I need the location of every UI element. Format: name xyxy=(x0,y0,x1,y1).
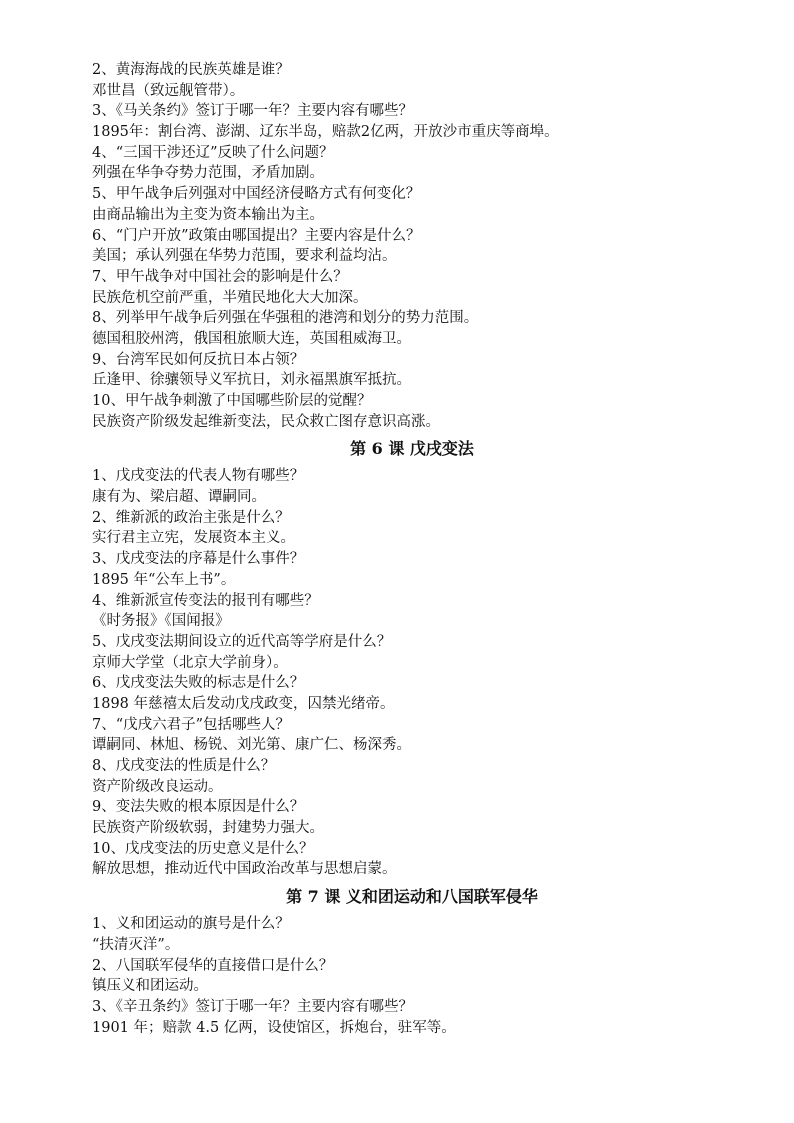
lesson-6-title: 第 6 课 戊戌变法 xyxy=(350,439,474,459)
document-page xyxy=(92,60,732,1038)
answer-line: 京师大学堂（北京大学前身）。 xyxy=(92,654,288,671)
question-line: 3、《马关条约》签订于哪一年？主要内容有哪些？ xyxy=(92,103,413,120)
question-line: 5、甲午战争后列强对中国经济侵略方式有何变化？ xyxy=(92,186,421,203)
answer-line: “扶清灭洋”。 xyxy=(92,936,180,953)
answer-line: 1901 年；赔款 4.5 亿两，设使馆区，拆炮台，驻军等。 xyxy=(92,1019,456,1036)
lesson-7-title: 第 7 课 义和团运动和八国联军侵华 xyxy=(286,887,538,907)
question-line: 10、戊戌变法的历史意义是什么？ xyxy=(92,840,314,857)
answer-line: 丘逢甲、徐骧领导义军抗日，刘永福黑旗军抵抗。 xyxy=(92,372,411,389)
question-line: 2、黄海海战的民族英雄是谁？ xyxy=(92,62,290,78)
lesson-7-section xyxy=(92,914,732,1038)
answer-line: 德国租胶州湾，俄国租旅顺大连，英国租威海卫。 xyxy=(92,330,411,347)
question-line: 4、“三国干涉还辽”反映了什么问题？ xyxy=(92,144,334,161)
question-line: 7、“戊戌六君子”包括哪些人？ xyxy=(92,716,291,733)
question-line: 10、甲午战争刺激了中国哪些阶层的觉醒？ xyxy=(92,393,372,409)
answer-line: 镇压义和团运动。 xyxy=(92,978,208,995)
answer-line: 列强在华争夺势力范围，矛盾加剧。 xyxy=(92,165,324,182)
answer-line: 民族危机空前严重，半殖民地化大大加深。 xyxy=(92,289,368,306)
question-line: 2、八国联军侵华的直接借口是什么？ xyxy=(92,957,334,974)
answer-line: 由商品输出为主变为资本输出为主。 xyxy=(92,206,324,223)
answer-line: 实行君主立宪，发展资本主义。 xyxy=(92,530,295,547)
section5-tail xyxy=(92,60,732,432)
answer-line: 美国；承认列强在华势力范围，要求利益均沾。 xyxy=(92,248,397,265)
answer-line: 1895 年“公车上书”。 xyxy=(92,571,236,588)
answer-line: 解放思想，推动近代中国政治改革与思想启蒙。 xyxy=(92,861,397,878)
answer-line: 康有为、梁启超、谭嗣同。 xyxy=(92,489,266,506)
question-line: 4、维新派宣传变法的报刊有哪些？ xyxy=(92,592,319,609)
question-line: 7、甲午战争对中国社会的影响是什么？ xyxy=(92,268,348,285)
question-line: 3、《辛丑条约》签订于哪一年？主要内容有哪些？ xyxy=(92,998,413,1015)
answer-line: 民族资产阶级软弱，封建势力强大。 xyxy=(92,820,324,837)
answer-line: 谭嗣同、林旭、杨锐、刘光第、康广仁、杨深秀。 xyxy=(92,737,411,754)
lesson-6-section xyxy=(92,466,732,880)
answer-line: 1895年：割台湾、澎湖、辽东半岛，赔款2亿两，开放沙市重庆等商埠。 xyxy=(92,124,559,141)
question-line: 1、戊戌变法的代表人物有哪些？ xyxy=(92,468,305,485)
question-line: 8、列举甲午战争后列强在华强租的港湾和划分的势力范围。 xyxy=(92,310,479,327)
question-line: 6、“门户开放”政策由哪国提出？主要内容是什么？ xyxy=(92,227,421,244)
question-line: 8、戊戌变法的性质是什么？ xyxy=(92,758,276,774)
answer-line: 资产阶级改良运动。 xyxy=(92,778,223,795)
answer-line: 1898 年慈禧太后发动戊戌政变，囚禁光绪帝。 xyxy=(92,695,395,712)
answer-line: 邓世昌（致远舰管带）。 xyxy=(92,82,245,99)
question-line: 3、戊戌变法的序幕是什么事件？ xyxy=(92,551,305,568)
question-line: 9、变法失败的根本原因是什么？ xyxy=(92,799,305,816)
answer-line: 《时务报》《国闻报》 xyxy=(92,613,230,630)
question-line: 6、戊戌变法失败的标志是什么？ xyxy=(92,675,305,692)
question-line: 2、维新派的政治主张是什么？ xyxy=(92,509,290,526)
answer-line: 民族资产阶级发起维新变法，民众救亡图存意识高涨。 xyxy=(92,413,440,430)
question-line: 9、台湾军民如何反抗日本占领？ xyxy=(92,351,305,368)
question-line: 1、义和团运动的旗号是什么？ xyxy=(92,916,290,933)
question-line: 5、戊戌变法期间设立的近代高等学府是什么？ xyxy=(92,633,392,650)
